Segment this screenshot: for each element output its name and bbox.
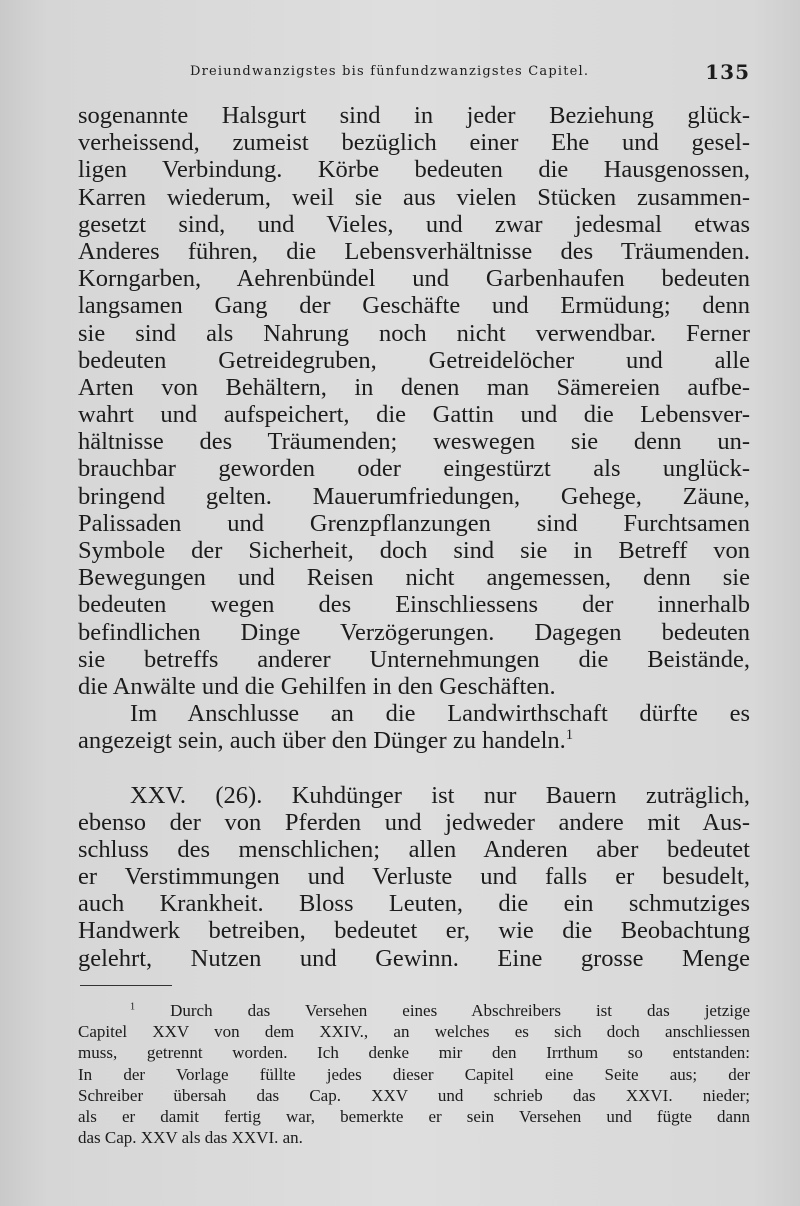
page-number: 135	[705, 60, 750, 84]
text-line: Palissaden und Grenzpflanzungen sind Furchtsamen	[78, 509, 750, 537]
text-line: gesetzt sind, und Vieles, und zwar jedesmal etwas	[78, 210, 750, 238]
footnote-line: Capitel XXV von dem XXIV., an welches es sich doch anschliessen	[78, 1022, 750, 1042]
text-line: befindlichen Dinge Verzögerungen. Dagegen bedeuten	[78, 618, 750, 646]
text-line: Anderes führen, die Lebensverhältnisse des Träumenden.	[78, 237, 750, 265]
text-line: Arten von Behältern, in denen man Sämereien aufbe-	[78, 373, 750, 401]
text-line: Korngarben, Aehrenbündel und Garbenhaufen bedeuten	[78, 265, 750, 293]
footnote-line: als er damit fertig war, bemerkte er sein Versehen und fügte dann	[78, 1106, 750, 1126]
text-line-with-footnote-ref	[78, 727, 750, 754]
text-line: ligen Verbindung. Körbe bedeuten die Hausgenossen,	[78, 156, 750, 184]
text-line: hältnisse des Träumenden; weswegen sie denn un-	[78, 428, 750, 456]
footnote-rule	[80, 985, 172, 986]
text-line: auch Krankheit. Bloss Leuten, die ein schmutziges	[78, 890, 750, 918]
footnote-line: muss, getrennt worden. Ich denke mir den Irrthum so entstanden:	[78, 1043, 750, 1063]
footnote-marker: 1	[130, 1001, 136, 1013]
text-line: sogenannte Halsgurt sind in jeder Beziehung glück-	[78, 102, 750, 129]
text-line: langsamen Gang der Geschäfte und Ermüdung; denn	[78, 292, 750, 320]
running-head	[190, 60, 750, 84]
text-line: Bewegungen und Reisen nicht angemessen, denn sie	[78, 564, 750, 592]
text-line: sie betreffs anderer Unternehmungen die Beistände,	[78, 645, 750, 673]
text-line: er Verstimmungen und Verluste und falls er besudelt,	[78, 863, 750, 891]
section-gap	[78, 755, 750, 782]
text-line: verheissend, zumeist bezüglich einer Ehe und gesel-	[78, 129, 750, 157]
text-line: die Anwälte und die Gehilfen in den Geschäften.	[78, 672, 556, 700]
text-line: schluss des menschlichen; allen Anderen aber bedeutet	[78, 835, 750, 863]
text-line: bedeuten wegen des Einschliessens der innerhalb	[78, 591, 750, 619]
section-heading-line: XXV. (26). Kuhdünger ist nur Bauern zuträglich,	[130, 781, 750, 809]
running-title: Dreiundwanzigstes bis fünfundzwanzigstes Capitel.	[190, 64, 590, 79]
text-line: brauchbar geworden oder eingestürzt als unglück-	[78, 455, 750, 483]
footnote-reference: 1	[565, 727, 574, 744]
text-line: Karren wiederum, weil sie aus vielen Stücken zusammen-	[78, 183, 750, 211]
footnote-line: das Cap. XXV als das XXVI. an.	[78, 1128, 303, 1148]
text-line: Symbole der Sicherheit, doch sind sie in Betreff von	[78, 537, 750, 564]
text-line: Im Anschlusse an die Landwirthschaft dürfte es	[130, 700, 750, 728]
footnote-text: Durch das Versehen eines Abschreibers ist das jetzige	[170, 1001, 751, 1020]
text-line: bedeuten Getreidegruben, Getreidelöcher und alle	[78, 346, 750, 374]
text-line: bringend gelten. Mauerumfriedungen, Gehege, Zäune,	[78, 482, 750, 510]
footnote-line	[78, 1000, 750, 1021]
footnotes	[78, 1000, 750, 1148]
body-text	[78, 102, 750, 972]
text-line: wahrt und aufspeichert, die Gattin und die Lebensver-	[78, 401, 750, 429]
text-line: ebenso der von Pferden und jedweder andere mit Aus-	[78, 808, 750, 836]
text-line: Handwerk betreiben, bedeutet er, wie die Beobachtung	[78, 917, 750, 945]
footnote-line: In der Vorlage füllte jedes dieser Capitel eine Seite aus; der	[78, 1064, 750, 1084]
text-line: gelehrt, Nutzen und Gewinn. Eine grosse Menge	[78, 944, 750, 972]
text-line-content: angezeigt sein, auch über den Dünger zu handeln.	[78, 727, 566, 755]
footnote-line: Schreiber übersah das Cap. XXV und schrieb das XXVI. nieder;	[78, 1085, 750, 1105]
text-line: sie sind als Nahrung noch nicht verwendbar. Ferner	[78, 319, 750, 347]
